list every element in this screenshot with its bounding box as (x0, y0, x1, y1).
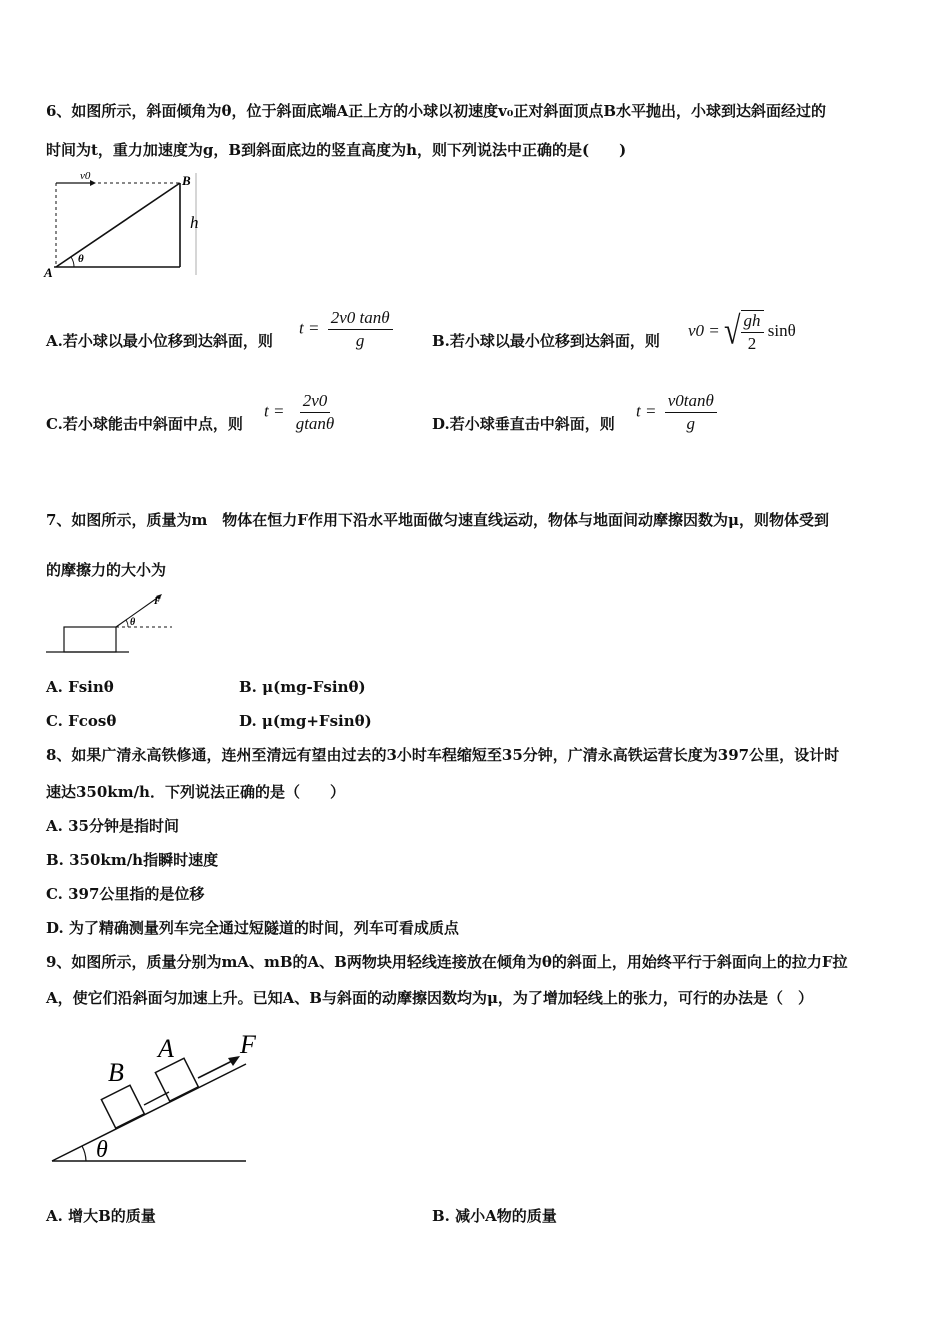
q8-option-d: D. 为了精确测量列车完全通过短隧道的时间，列车可看成质点 (46, 919, 459, 937)
q7-option-a: A. Fsinθ (46, 678, 114, 696)
q9-connecting-string (144, 1092, 169, 1105)
q9-force-arrowhead (228, 1056, 240, 1066)
q9-label-a: A (158, 1034, 174, 1063)
q6-option-b-lhs: v0 = (688, 320, 720, 340)
q7-angle-arc (126, 620, 128, 627)
fraction (328, 308, 393, 351)
sqrt-sign: √ (724, 309, 741, 353)
q9-force-arrow (198, 1061, 232, 1078)
q8-stem-line1: 8、如果广清永高铁修通，连州至清远有望由过去的3小时车程缩短至35分钟，广清永高铁运营长度为397公里，设计时 (46, 746, 840, 764)
sqrt-denominator: 2 (747, 334, 757, 353)
q6-option-c: C.若小球能击中斜面中点，则 (46, 415, 243, 433)
q9-incline-figure (48, 1025, 278, 1165)
q7-stem-line1: 7、如图所示，质量为m 物体在恒力F作用下沿水平地面做匀速直线运动，物体与地面间动摩擦因数为μ，则物体受到 (46, 511, 829, 529)
sqrt-expression (724, 310, 763, 354)
q6-option-d-formula (636, 391, 717, 434)
q6-option-a-formula (299, 308, 393, 351)
q6-label-b: B (182, 173, 191, 188)
q8-option-b: B. 350km/h指瞬时速度 (46, 851, 219, 869)
q8-option-c: C. 397公里指的是位移 (46, 885, 205, 903)
q6-option-b-formula (688, 310, 796, 354)
sqrt-fraction (741, 310, 764, 354)
q9-block-a (155, 1058, 198, 1101)
q6-stem-line2: 时间为t，重力加速度为g，B到斜面底边的竖直高度为h，则下列说法中正确的是( ) (46, 141, 627, 159)
q9-stem-line1: 9、如图所示，质量分别为mA、mB的A、B两物块用轻线连接放在倾角为θ的斜面上，用始终平行于斜面向上的拉力F拉 (46, 953, 848, 971)
fraction-numerator: v0tanθ (665, 391, 717, 413)
q6-option-a: A.若小球以最小位移到达斜面，则 (46, 332, 273, 350)
q8-option-a: A. 35分钟是指时间 (46, 817, 179, 835)
fraction (293, 391, 338, 434)
q9-option-a: A. 增大B的质量 (46, 1207, 156, 1225)
q8-stem-line2: 速达350km/h．下列说法正确的是（ ） (46, 783, 345, 801)
q6-option-a-lhs: t = (299, 318, 320, 338)
q7-block (64, 627, 116, 652)
q9-label-b: B (108, 1058, 124, 1087)
fraction-numerator: 2v0 (300, 391, 331, 413)
q6-label-theta: θ (78, 253, 84, 265)
q7-option-b: B. μ(mg-Fsinθ) (239, 678, 366, 696)
q6-stem-line1: 6、如图所示，斜面倾角为θ，位于斜面底端A正上方的小球以初速度v₀正对斜面顶点B水平抛出，小球到达斜面经过的 (46, 102, 827, 120)
q6-option-d: D.若小球垂直击中斜面，则 (432, 415, 615, 433)
q6-incline-figure (40, 165, 210, 280)
q9-label-f: F (240, 1030, 256, 1059)
q6-option-c-lhs: t = (264, 401, 285, 421)
q6-incline-line (56, 183, 180, 267)
q7-label-f: F (154, 596, 161, 607)
q7-block-figure (44, 590, 179, 656)
q9-angle-arc (82, 1146, 86, 1161)
q9-option-b: B. 减小A物的质量 (432, 1207, 557, 1225)
q6-option-c-formula (264, 391, 337, 434)
q6-option-d-lhs: t = (636, 401, 657, 421)
sqrt-numerator: gh (741, 311, 764, 333)
q7-option-c: C. Fcosθ (46, 712, 117, 730)
q7-label-theta: θ (130, 617, 136, 628)
q6-label-a: A (44, 265, 53, 280)
q9-incline-line (52, 1064, 246, 1161)
q9-stem-line2: A，使它们沿斜面匀加速上升。已知A、B与斜面的动摩擦因数均为μ，为了增加轻线上的张力，可行的办法是（ ） (46, 989, 813, 1007)
q6-label-v0: v0 (80, 170, 91, 182)
q6-label-h: h (190, 213, 199, 232)
q6-angle-arc (71, 257, 74, 267)
fraction-denominator: gtanθ (295, 414, 335, 433)
q7-option-d: D. μ(mg+Fsinθ) (239, 712, 372, 730)
q7-stem-line2: 的摩擦力的大小为 (46, 561, 167, 579)
fraction-denominator: g (355, 331, 365, 350)
q6-option-b-tail: sinθ (767, 320, 796, 340)
q6-option-b: B.若小球以最小位移到达斜面，则 (432, 332, 660, 350)
q9-label-theta: θ (96, 1137, 108, 1163)
fraction-numerator: 2v0 tanθ (328, 308, 393, 330)
fraction (665, 391, 717, 434)
q9-block-b (101, 1085, 144, 1128)
q6-velocity-arrowhead (90, 180, 96, 186)
fraction-denominator: g (686, 414, 696, 433)
